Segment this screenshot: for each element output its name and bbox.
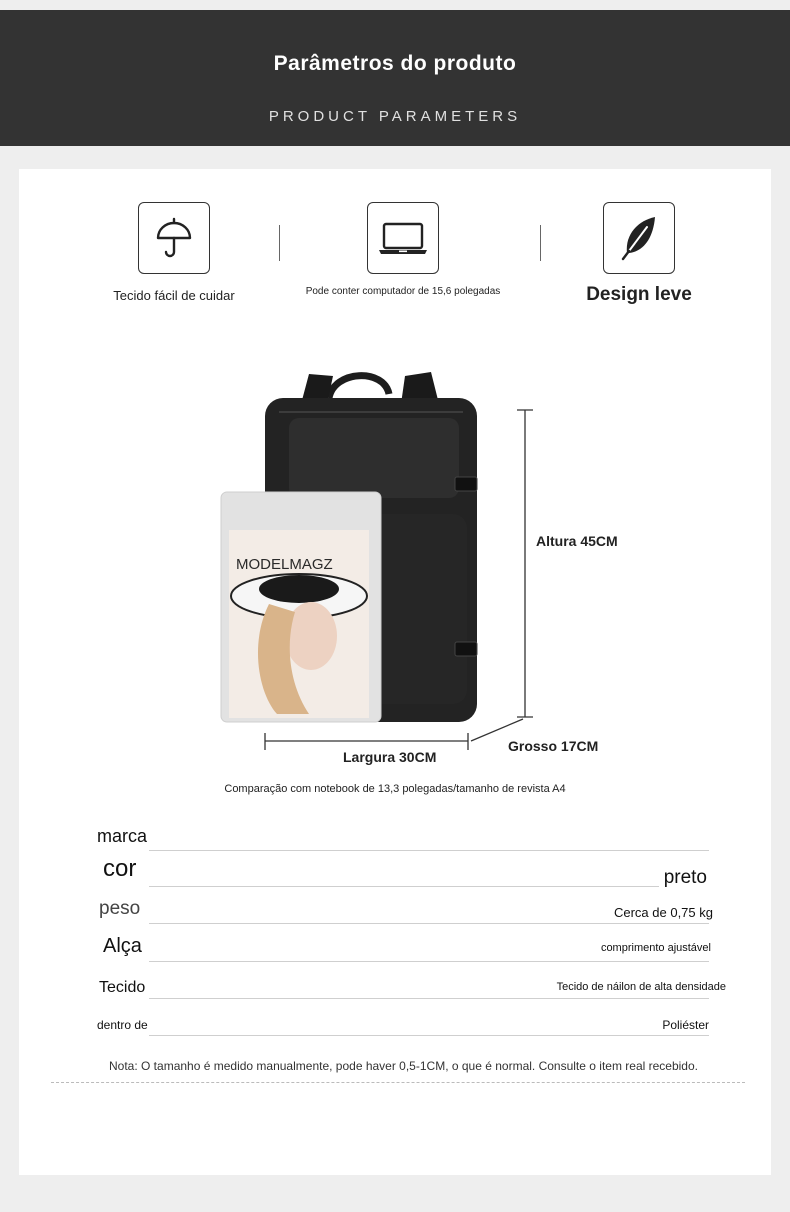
backpack-handle [329,376,389,398]
laptop-icon [377,218,429,258]
spec-key: Tecido [99,979,146,996]
umbrella-icon-box [138,202,210,274]
height-line [517,410,533,717]
spec-key: dentro de [97,1018,148,1032]
header-banner [0,10,790,146]
spec-row-fabric [97,971,726,999]
spec-row-lining [97,1009,709,1036]
height-label: Altura 45CM [536,533,618,549]
spec-key: cor [103,855,137,882]
spec-rule [149,1035,709,1036]
spec-rule [149,850,709,851]
dimension-lines [259,399,559,759]
laptop-icon-box [367,202,439,274]
spec-value: comprimento ajustável [600,942,711,954]
comparison-caption: Comparação com notebook de 13,3 polegadas/tamanho de revista A4 [224,783,566,795]
feature-label: Tecido fácil de cuidar [113,288,235,303]
feature-lightweight [579,202,699,306]
spec-row-color [97,857,709,887]
depth-label: Grosso 17CM [508,738,599,754]
width-label: Largura 30CM [343,749,437,765]
spec-rule [149,998,709,999]
spec-rule [149,923,709,924]
dashed-divider [51,1082,745,1083]
parameters-card [19,169,771,1175]
spec-value: preto [663,867,707,888]
spec-row-brand [97,825,709,851]
page-subtitle: PRODUCT PARAMETERS [268,108,522,125]
spec-rule [149,961,709,962]
spec-row-strap [97,932,709,962]
spec-key: marca [97,826,148,846]
feature-easy-care [99,202,249,303]
spec-value: Poliéster [662,1018,709,1032]
spec-key: peso [99,898,141,919]
feather-icon [617,213,661,263]
feature-label: Pode conter computador de 15,6 polegadas [305,286,501,297]
spec-value: Cerca de 0,75 kg [613,905,713,920]
spec-rule [149,886,659,887]
page-title: Parâmetros do produto [273,52,517,75]
umbrella-icon [154,216,194,260]
feature-laptop-capacity [295,202,511,297]
spec-value: Tecido de náilon de alta densidade [556,981,726,993]
spec-key: Alça [103,935,142,957]
magazine-title: MODELMAGZ [236,556,333,573]
divider [279,225,280,261]
feather-icon-box [603,202,675,274]
feature-label: Design leve [586,284,692,305]
spec-row-weight [97,896,713,924]
width-line [265,733,468,750]
divider [540,225,541,261]
measurement-note: Nota: O tamanho é medido manualmente, pode haver 0,5-1CM, o que é normal. Consulte o item real recebido. [109,1059,698,1073]
